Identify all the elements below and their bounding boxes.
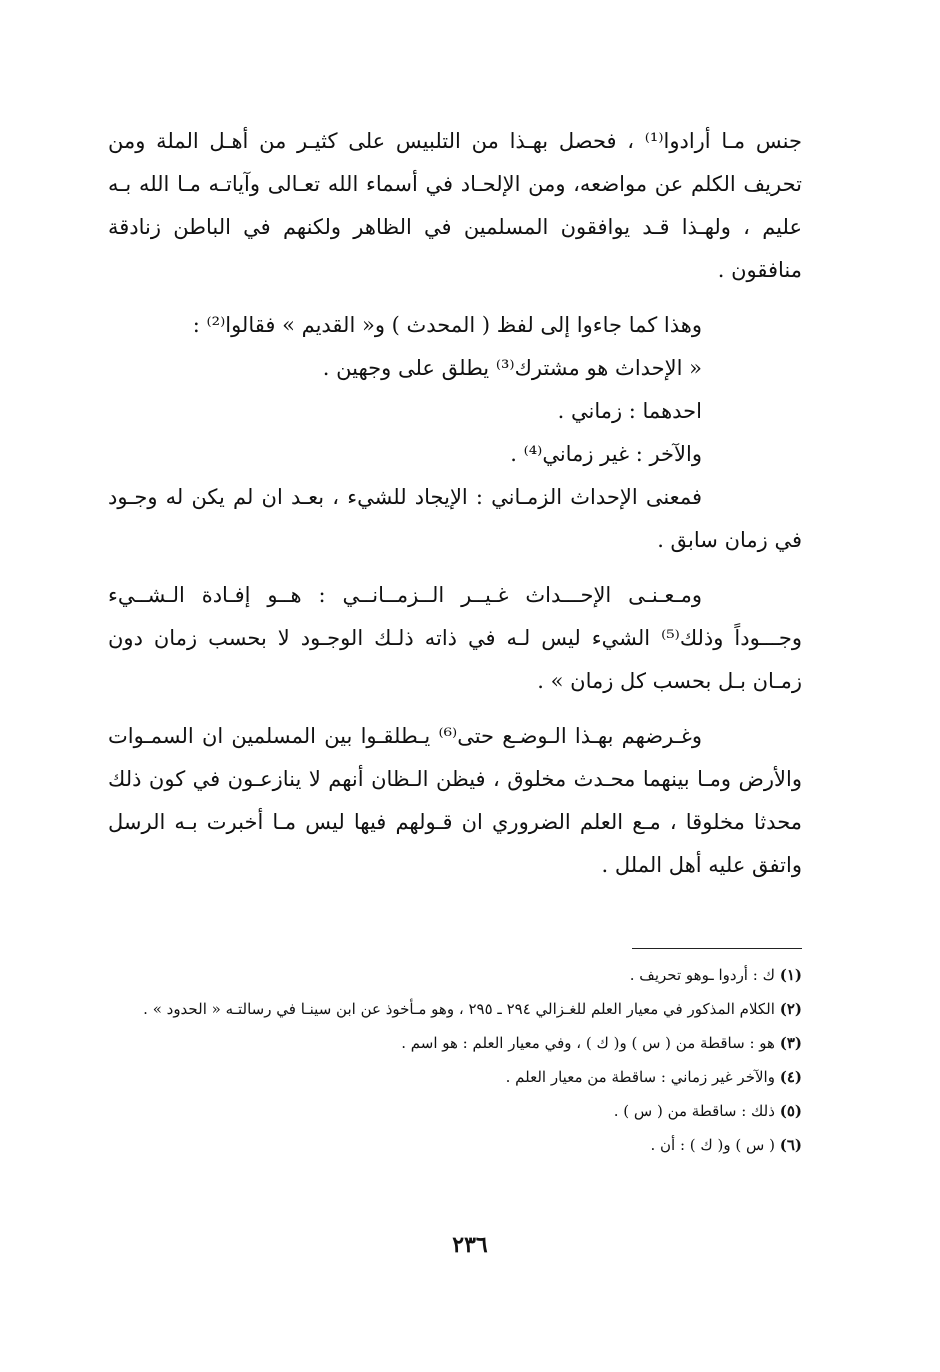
footnote-1: [108, 958, 802, 992]
paragraph-7: ومـعـنـى الإحـــداث غـيــر الــزمــانــي : هــو إفـادة الـشــيء وجـــوداً وذلك⁽⁵⁾ الشيء ليس لـه في ذاته ذلـك الوجـود لا بحسب زمان دون زمـان بـل بحسب كل زمان » .: [108, 583, 802, 693]
footnote-number: (٦): [779, 1136, 802, 1154]
footnote-divider: [632, 948, 802, 949]
footnotes: [108, 958, 802, 1162]
footnote-text: ك : أردوا ـوهو تحريف .: [629, 966, 775, 984]
paragraph-3: « الإحداث هو مشترك⁽³⁾ يطلق على وجهين .: [322, 356, 702, 380]
footnote-number: (٣): [779, 1034, 802, 1052]
footnote-6: [108, 1128, 802, 1162]
paragraph-4: احدهما : زماني .: [557, 399, 702, 423]
paragraph-1: جنس مـا أرادوا⁽¹⁾ ، فحصل بهـذا من التلبيس على كثيـر من أهـل الملة ومن تحريف الكلم عن مواضعه، ومن الإلحـاد في أسماء الله تعـالى وآياتـه مـا الله بـه عليم ، ولهـذا قـد يوافقون المسلمين في الظاهر ولكنهم في الباطن زنادقة منافقون .: [108, 129, 802, 282]
main-text: [108, 120, 802, 887]
footnote-3: [108, 1026, 802, 1060]
footnote-text: ( س ) و( ك ) : أن .: [650, 1136, 775, 1154]
footnote-text: هو : ساقطة من ( س ) و( ك ) ، وفي معيار العلم : هو اسم .: [401, 1034, 775, 1052]
footnote-number: (٥): [779, 1102, 802, 1120]
paragraph-2: وهذا كما جاءوا إلى لفظ ( المحدث ) و« القديم » فقالوا⁽²⁾ :: [192, 313, 702, 337]
footnote-5: [108, 1094, 802, 1128]
paragraph-8: وغـرضهم بهـذا الـوضـع حتى⁽⁶⁾ يـطلقـوا بين المسلمين ان السمـوات والأرض ومـا بينهما محـدث مخلوق ، فيظن الـظان أنهم لا ينازعـون في كون ذلك محدثا مخلوقا ، مـع العلم الضروري ان قـولهم فيها ليس مـا أخبرت بـه الرسل واتفق عليه أهل الملل .: [108, 724, 802, 877]
footnote-number: (٢): [779, 1000, 802, 1018]
footnote-text: والآخر غير زماني : ساقطة من معيار العلم .: [505, 1068, 775, 1086]
paragraph-6: فمعنى الإحداث الزمـاني : الإيجاد للشيء ، بعـد ان لم يكن له وجـود في زمان سابق .: [108, 485, 802, 552]
footnote-number: (٤): [779, 1068, 802, 1086]
page-number: ٢٣٦: [452, 1232, 488, 1258]
footnote-4: [108, 1060, 802, 1094]
footnote-text: ذلك : ساقطة من ( س ) .: [613, 1102, 775, 1120]
footnote-2: [108, 992, 802, 1026]
paragraph-5: والآخر : غير زماني⁽⁴⁾ .: [510, 442, 702, 466]
footnote-number: (١): [779, 966, 802, 984]
footnote-text: الكلام المذكور في معيار العلم للغـزالي ٢٩٤ ـ ٢٩٥ ، وهو مـأخوذ عن ابن سينـا في رسالتـه « الحدود » .: [143, 1000, 775, 1018]
